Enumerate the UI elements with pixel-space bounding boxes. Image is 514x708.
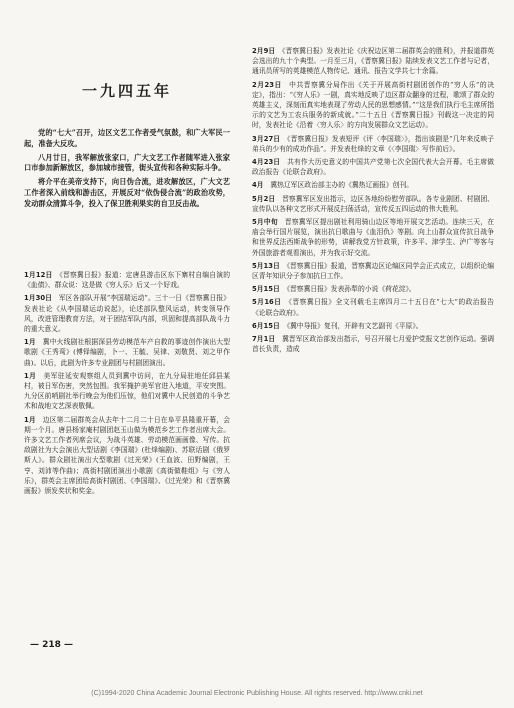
chronicle-entry: [252, 194, 494, 214]
entry-text: 共有作大历史意义的中国共产党第七次全国代表大会开幕。毛主席做政治报告《论联合政府》。: [252, 158, 495, 177]
entry-text: 美军驻延安观察组人员到冀中访问，在九分局驻地任邱县某村，被日军伤害，突然包围。我军掩护美军官进入地道，平安突围。九分区前哨剧社举行晚会为他们压惊，他们对冀中人民创造的斗争艺术和战地文艺深表敬佩。: [24, 371, 231, 411]
entry-text: 《晋察冀日报》发表孙犁的小说《荷花淀》。: [286, 285, 416, 294]
intro-paragraph: 八月廿日，我军解放张家口，广大文艺工作者随军进入张家口市参加新解放区，参加城市接管，街头宣传和各种实际斗争。: [24, 152, 230, 173]
entry-text: 《冀中导报》复刊，开辟有文艺副刊《平原》。: [286, 321, 423, 330]
chronicle-entry: [252, 217, 494, 258]
entry-date: 1月12日: [24, 271, 53, 279]
entry-date: 5月中旬: [252, 218, 278, 227]
entry-date: 7月1日: [252, 335, 276, 344]
chronicle-entry: [252, 334, 494, 354]
chronicle-entry: [24, 270, 230, 290]
entry-text: 《晋察冀日报》报道，晋察冀边区论编区同学会正式成立，以组织论编区青年知识分子参加抗日工作。: [252, 261, 494, 281]
entry-text: 晋察冀军区发出指示，边区各地纷纷慰劳部队。各专业剧团、村剧团、宣传队以各种文艺形式开展反扫荡活动，宣传反五四运动的伟大胜利。: [252, 194, 494, 213]
entry-date: 5月15日: [252, 285, 280, 294]
entry-date: 3月27日: [252, 134, 281, 143]
entry-date: 2月23日: [252, 80, 282, 89]
entry-date: 5月13日: [252, 261, 280, 270]
entry-date: 1月: [24, 415, 36, 424]
entry-date: 1月: [24, 371, 37, 380]
chronicle-entry: [24, 337, 230, 368]
entry-text: 中共晋察冀分局作出《关于开展高街村剧团创作的“穷人乐”的决定》，指出：“《穷人乐》一剧，真实地反映了边区群众翻身的过程，歌颂了群众的英雄主义，深刻而真实地表现了劳动人民的思想感情。”“这是我们执行毛主席所指示的文艺为工农兵服务的新成就。”二十五日《晋察冀日报》刊载这一决定的同时，发表社论《沿着〈穷人乐〉的方向发展群众文艺运动》。: [252, 80, 494, 130]
chronicle-entry: [252, 321, 494, 331]
chronicle-entry: [252, 134, 494, 154]
entry-text: 《晋察冀日报》发表短评《评〈李国瑞〉》，指出该剧是“几年来反映子弟兵的少有的成功作品”。并发表杜烽的文章《〈李国瑞〉写作前后》。: [252, 134, 495, 153]
entry-text: 《晋察冀日报》报道：定唐县游击区东下寨村自编自演的《血债》、群众说：这是做《穷人乐》后又一个好戏。: [24, 271, 230, 290]
page-number: — 218 —: [30, 640, 74, 650]
intro-section: [24, 128, 230, 213]
entry-text: 《晋察冀日报》全文刊载毛主席四月二十五日在“七大”的政治报告《论联合政府》。: [252, 298, 494, 317]
chronicle-entry: [252, 46, 494, 77]
entry-text: 冀晋军区政治部发出指示，号召开展七月爱护党报文艺创作运动。强调首长负责，造成: [252, 335, 494, 354]
intro-paragraph: 党的“七大”召开，边区文艺工作者受气氛鼓，和广大军民一起，准备大反攻。: [24, 128, 230, 148]
entry-date: 2月9日: [252, 47, 276, 55]
entry-text: 边区第二届群英会从去年十二月二十日在阜平县隆重开幕，会期一个月。唐县杨家庵村剧团赵玉山做为模范乡艺工作者出席大会。许多文艺工作者列席会议，为战斗英雄、劳动模范画画像、写传。抗敌剧社为大会演出大型话剧《李国瑞》(杜烽编剧)、苏联话剧《俄罗斯人》。群众剧社演出大型歌剧《过光荣》(王血波、田野编剧，王亨、刘沛等作曲)；高街村剧团演出小歌剧《高街做鞋组》与《穷人乐》，群英会主席团给高街村剧团、《李国瑞》、《过光荣》和《晋察冀画报》颁发奖状和奖金。: [24, 415, 231, 496]
chronicle-entry: [252, 261, 494, 281]
chronicle-entry: [252, 284, 494, 294]
chronicle-entries-right: [252, 46, 494, 357]
entry-date: 5月2日: [252, 194, 276, 203]
chronicle-entry: [252, 297, 494, 317]
intro-paragraph: 将介平在美帝支持下，向日伪合流，进攻解放区，广大文艺工作者深入前线和游击区，开展反对“依伪侵合流”的政治攻势，发动群众清算斗争，投入了保卫胜利果实的自卫反击战。: [24, 177, 230, 208]
chronicle-entries-left: [24, 270, 230, 499]
entry-date: 4月23日: [252, 158, 281, 167]
page-title: 一九四五年: [81, 82, 172, 100]
chronicle-entry: [24, 371, 230, 412]
entry-text: 《晋察冀日报》发表社论《庆祝边区第二届群英会的胜利》，并报道群英会选出的九十个典型。一月至三月，《晋察冀日报》陆续发表文艺工作者与记者，通讯员所写的英雄模范人物传记、通讯、报告文学共七十余篇。: [252, 47, 494, 76]
entry-date: 4月: [252, 181, 264, 190]
entry-text: 军区各部队开展“李国瑞运动”。三十一日《晋察冀日报》发表社论《从李国瑞运动说起》，论述部队整风运动，转变领导作风，改进管理教育方法，对于团结军队内部，巩固和提高部队战斗力的重大意义。: [24, 294, 230, 334]
chronicle-entry: [24, 415, 230, 497]
entry-text: 晋察冀军区提出剧社利用骑山边区等地开展文艺活动。连续三天，在庙会举行国片展览，演出抗日歌曲与《血泪仇》等剧。向上山群众宣传抗日战争和世界反法西斯战争的形势，讲解我党方针政策，许多平、津学生、泸广等客与外国旅游者观看演出，并为我示好交流。: [252, 218, 495, 257]
chronicle-entry: [252, 157, 494, 177]
chronicle-entry: [252, 80, 494, 131]
entry-date: 1月30日: [24, 294, 52, 303]
chronicle-entry: [24, 293, 230, 334]
entry-text: 冀热辽军区政治部主办的《冀热辽画报》创刊。: [270, 181, 414, 190]
chronicle-entry: [252, 180, 494, 190]
entry-date: 5月16日: [252, 298, 282, 307]
entry-date: 6月15日: [252, 321, 280, 330]
copyright-footer: (C)1994-2020 China Academic Journal Electronic Publishing House. All rights reserved. http://www.cnki.net: [91, 690, 423, 697]
entry-date: 1月: [24, 338, 36, 347]
entry-text: 冀中火线剧社根据深县劳动模范车产自救的事迹创作演出大型歌剧《王秀鸾》(傅铎编剧，卜一、王毓、吴律、刘敬贤、刘之甲作曲)。以后，此剧为许多专业剧团与村剧团演出。: [24, 338, 231, 367]
